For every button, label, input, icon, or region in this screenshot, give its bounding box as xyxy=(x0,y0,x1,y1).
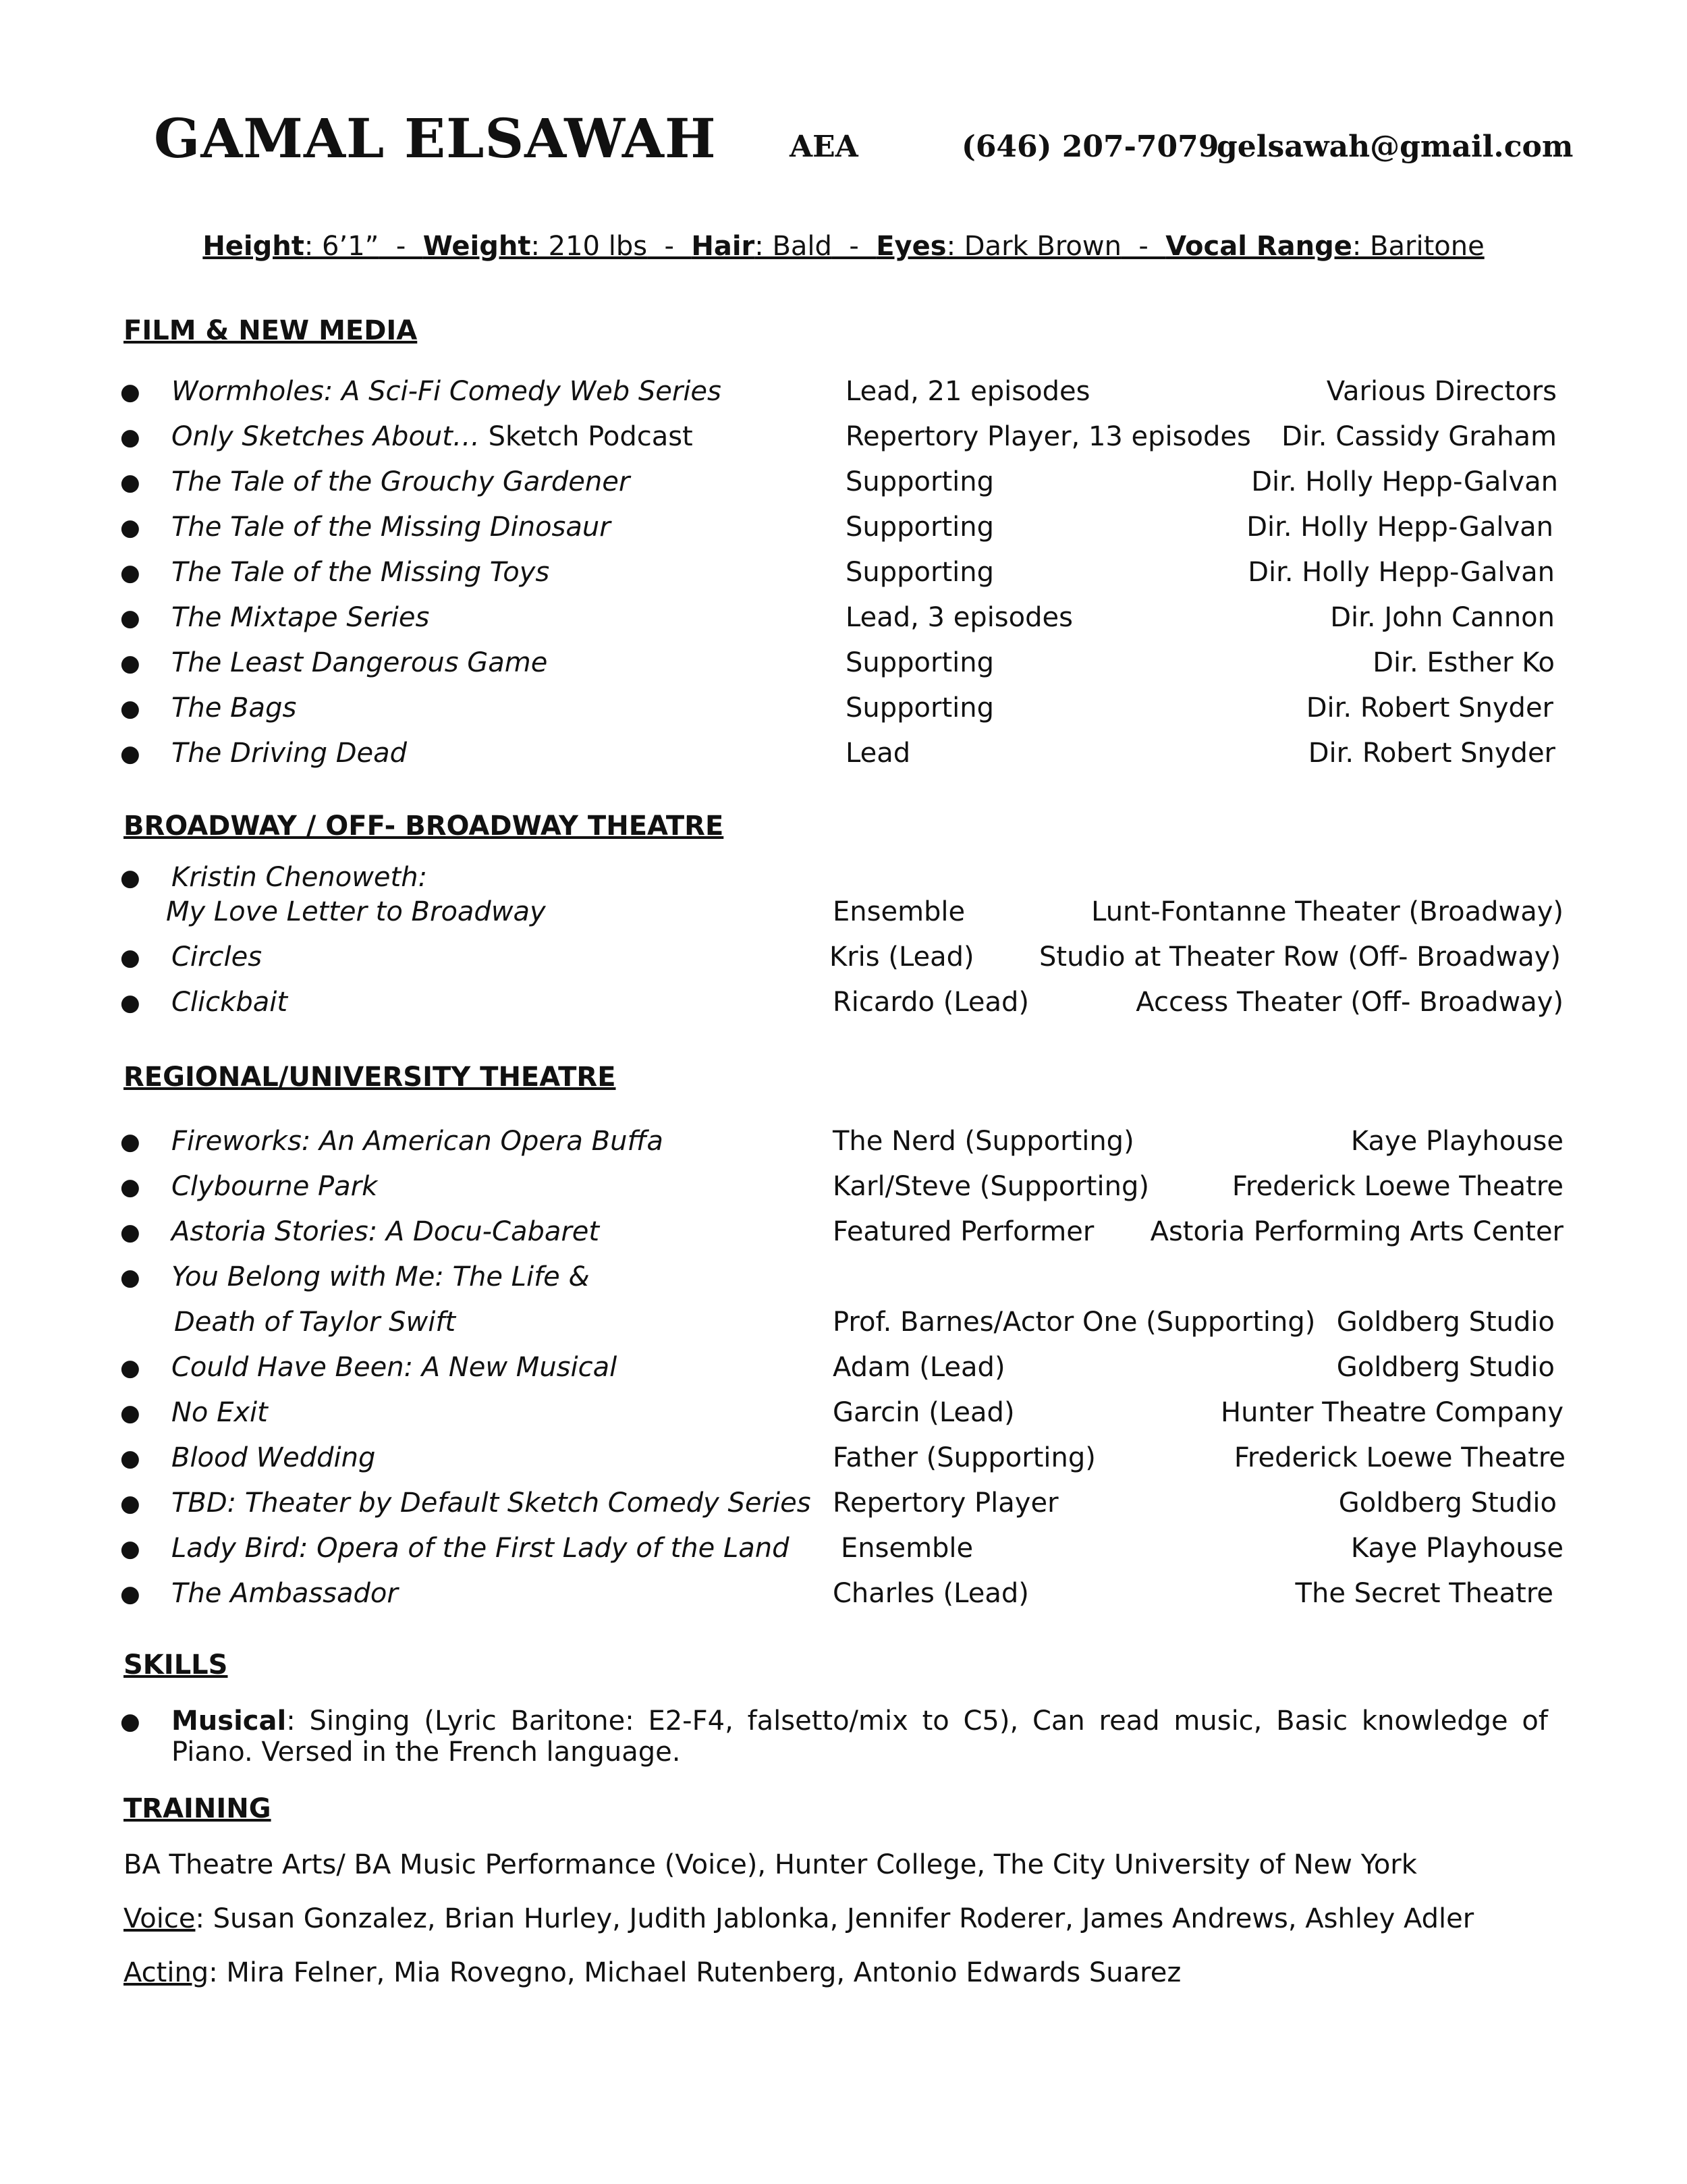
bullet: ● xyxy=(120,514,140,541)
credit-role: Lead xyxy=(846,738,911,769)
union-affiliation: AEA xyxy=(790,130,858,164)
credit-role: Ensemble xyxy=(833,896,966,927)
credit-row xyxy=(0,512,1687,548)
bullet: ● xyxy=(120,740,140,767)
credit-role: Supporting xyxy=(846,647,994,678)
bullet: ● xyxy=(120,865,140,892)
weight-value: : 210 lbs xyxy=(530,231,648,262)
credit-row xyxy=(0,1216,1687,1253)
credit-director: Various Directors xyxy=(1326,376,1557,407)
credit-title: Death of Taylor Swift xyxy=(174,1307,456,1338)
credit-title: Blood Wedding xyxy=(171,1442,376,1473)
credit-row xyxy=(0,1442,1687,1479)
credit-row xyxy=(0,692,1687,729)
vocal-range-label: Vocal Range xyxy=(1165,231,1352,262)
credit-director: Dir. Robert Snyder xyxy=(1306,692,1553,724)
credit-row xyxy=(0,1126,1687,1162)
skills-text xyxy=(171,1705,1548,1768)
credit-role: Ricardo (Lead) xyxy=(833,987,1030,1018)
bullet: ● xyxy=(120,989,140,1016)
bullet: ● xyxy=(120,695,140,722)
credit-role: Repertory Player, 13 episodes xyxy=(846,421,1251,452)
credit-venue: Goldberg Studio xyxy=(1336,1307,1555,1338)
credit-row xyxy=(0,1352,1687,1388)
credit-row xyxy=(0,862,1687,898)
eyes-label: Eyes xyxy=(876,231,947,262)
credit-title: The Tale of the Missing Dinosaur xyxy=(171,512,611,543)
credit-role: Featured Performer xyxy=(833,1216,1095,1247)
training-degree: BA Theatre Arts/ BA Music Performance (Voice), Hunter College, The City University of New York xyxy=(123,1849,1417,1880)
credit-venue: Frederick Loewe Theatre xyxy=(1232,1171,1564,1202)
bullet: ● xyxy=(120,605,140,632)
eyes-value: : Dark Brown xyxy=(946,231,1122,262)
credit-title: The Bags xyxy=(171,692,297,724)
bullet: ● xyxy=(120,1264,140,1291)
credit-venue: Goldberg Studio xyxy=(1338,1487,1557,1519)
credit-title: The Tale of the Missing Toys xyxy=(171,557,550,588)
credit-venue: Astoria Performing Arts Center xyxy=(1150,1216,1564,1247)
credit-title: TBD: Theater by Default Sketch Comedy Series xyxy=(171,1487,811,1519)
bullet: ● xyxy=(120,1355,140,1382)
credit-director: Dir. Holly Hepp-Galvan xyxy=(1248,557,1555,588)
credit-title-line1: You Belong with Me: The Life & xyxy=(171,1261,590,1292)
actor-name: GAMAL ELSAWAH xyxy=(154,107,717,170)
credit-title: No Exit xyxy=(171,1397,268,1428)
credit-title: Lady Bird: Opera of the First Lady of the Land xyxy=(171,1533,790,1564)
credit-row xyxy=(0,647,1687,684)
credit-row xyxy=(0,557,1687,593)
credit-role: Supporting xyxy=(846,557,994,588)
credit-role: Prof. Barnes/Actor One (Supporting) xyxy=(833,1307,1316,1338)
training-heading: TRAINING xyxy=(123,1793,271,1824)
credit-title: Clickbait xyxy=(171,987,288,1018)
credit-title: My Love Letter to Broadway xyxy=(166,896,546,927)
credit-role: Kris (Lead) xyxy=(829,941,974,973)
credit-title: Circles xyxy=(171,941,262,973)
credit-role: Garcin (Lead) xyxy=(833,1397,1015,1428)
credit-title-line1: Kristin Chenoweth: xyxy=(171,862,428,893)
height-label: Height xyxy=(202,231,304,262)
credit-venue: Kaye Playhouse xyxy=(1350,1533,1564,1564)
credit-role: Karl/Steve (Supporting) xyxy=(833,1171,1149,1202)
training-voice xyxy=(123,1903,1474,1934)
skills-heading: SKILLS xyxy=(123,1649,228,1681)
credit-title: The Mixtape Series xyxy=(171,602,430,633)
acting-teachers: : Mira Felner, Mia Rovegno, Michael Rutenberg, Antonio Edwards Suarez xyxy=(209,1957,1182,1988)
credit-title: Wormholes: A Sci-Fi Comedy Web Series xyxy=(171,376,721,407)
credit-venue: Lunt-Fontanne Theater (Broadway) xyxy=(1091,896,1564,927)
training-acting xyxy=(123,1957,1181,1988)
credit-role: The Nerd (Supporting) xyxy=(833,1126,1134,1157)
credit-role: Supporting xyxy=(846,466,994,497)
bullet: ● xyxy=(120,1445,140,1472)
phone-number: (646) 207-7079 xyxy=(962,130,1219,164)
bullet: ● xyxy=(120,1535,140,1562)
credit-row xyxy=(0,941,1687,978)
bullet: ● xyxy=(120,559,140,586)
credit-title: The Driving Dead xyxy=(171,738,408,769)
credit-title: Could Have Been: A New Musical xyxy=(171,1352,617,1383)
skills-description: : Singing (Lyric Baritone: E2-F4, falsetto/mix to C5), Can read music, Basic knowledge of Piano. Versed in the French language. xyxy=(171,1705,1548,1768)
physical-stats xyxy=(0,231,1687,262)
credit-role: Supporting xyxy=(846,512,994,543)
credit-director: Dir. Holly Hepp-Galvan xyxy=(1251,466,1558,497)
credit-row xyxy=(0,1578,1687,1614)
credit-role: Supporting xyxy=(846,692,994,724)
credit-role: Lead, 3 episodes xyxy=(846,602,1073,633)
credit-title: Only Sketches About… Sketch Podcast xyxy=(171,421,693,452)
bullet: ● xyxy=(120,1174,140,1201)
credit-title: Clybourne Park xyxy=(171,1171,378,1202)
film-heading: FILM & NEW MEDIA xyxy=(123,315,418,346)
credit-venue: Studio at Theater Row (Off- Broadway) xyxy=(1039,941,1561,973)
bullet: ● xyxy=(120,469,140,496)
credit-row xyxy=(0,896,1687,933)
credit-venue: Access Theater (Off- Broadway) xyxy=(1136,987,1564,1018)
credit-director: Dir. Esther Ko xyxy=(1373,647,1555,678)
acting-label: Acting xyxy=(123,1957,209,1988)
credit-venue: Goldberg Studio xyxy=(1336,1352,1555,1383)
bullet: ● xyxy=(120,424,140,451)
credit-row xyxy=(0,602,1687,638)
broadway-heading: BROADWAY / OFF- BROADWAY THEATRE xyxy=(123,811,724,842)
separator: - xyxy=(831,231,877,262)
credit-row xyxy=(0,466,1687,503)
credit-row xyxy=(0,987,1687,1023)
hair-label: Hair xyxy=(691,231,755,262)
credit-title: The Tale of the Grouchy Gardener xyxy=(171,466,630,497)
bullet: ● xyxy=(120,1128,140,1155)
credit-director: Dir. Robert Snyder xyxy=(1308,738,1555,769)
bullet: ● xyxy=(120,944,140,971)
credit-role: Father (Supporting) xyxy=(833,1442,1096,1473)
bullet: ● xyxy=(120,650,140,677)
credit-role: Ensemble xyxy=(841,1533,974,1564)
credit-director: Dir. John Cannon xyxy=(1330,602,1555,633)
vocal-range-value: : Baritone xyxy=(1352,231,1485,262)
credit-row xyxy=(0,738,1687,774)
bullet: ● xyxy=(120,1400,140,1427)
credit-role: Repertory Player xyxy=(833,1487,1059,1519)
bullet: ● xyxy=(120,1219,140,1246)
credit-director: Dir. Holly Hepp-Galvan xyxy=(1246,512,1553,543)
bullet: ● xyxy=(120,1490,140,1517)
credit-venue: Kaye Playhouse xyxy=(1350,1126,1564,1157)
weight-label: Weight xyxy=(422,231,531,262)
credit-row xyxy=(0,1397,1687,1434)
separator: - xyxy=(379,231,423,262)
voice-teachers: : Susan Gonzalez, Brian Hurley, Judith Jablonka, Jennifer Roderer, James Andrews, Ashley Adler xyxy=(195,1903,1474,1934)
bullet: ● xyxy=(120,1581,140,1608)
credit-row xyxy=(0,1171,1687,1207)
credit-title: The Ambassador xyxy=(171,1578,398,1609)
email-address: gelsawah@gmail.com xyxy=(1217,130,1574,164)
credit-title: Fireworks: An American Opera Buffa xyxy=(171,1126,663,1157)
credit-row xyxy=(0,1307,1687,1343)
credit-venue: The Secret Theatre xyxy=(1295,1578,1553,1609)
regional-heading: REGIONAL/UNIVERSITY THEATRE xyxy=(123,1062,616,1093)
skills-label: Musical xyxy=(171,1705,287,1737)
credit-title: Astoria Stories: A Docu-Cabaret xyxy=(171,1216,600,1247)
credit-role: Adam (Lead) xyxy=(833,1352,1005,1383)
credit-director: Dir. Cassidy Graham xyxy=(1281,421,1557,452)
hair-value: : Bald xyxy=(754,231,832,262)
credit-venue: Hunter Theatre Company xyxy=(1220,1397,1564,1428)
credit-venue: Frederick Loewe Theatre xyxy=(1234,1442,1566,1473)
credit-row xyxy=(0,1487,1687,1524)
voice-label: Voice xyxy=(123,1903,196,1934)
bullet: ● xyxy=(120,1708,140,1735)
credit-row xyxy=(0,1533,1687,1569)
credit-row xyxy=(0,421,1687,458)
credit-row xyxy=(0,376,1687,412)
credit-role: Charles (Lead) xyxy=(833,1578,1029,1609)
separator: - xyxy=(1121,231,1166,262)
credit-title: The Least Dangerous Game xyxy=(171,647,548,678)
credit-row xyxy=(0,1261,1687,1298)
separator: - xyxy=(647,231,692,262)
height-value: : 6’1” xyxy=(304,231,379,262)
bullet: ● xyxy=(120,379,140,406)
credit-role: Lead, 21 episodes xyxy=(846,376,1090,407)
